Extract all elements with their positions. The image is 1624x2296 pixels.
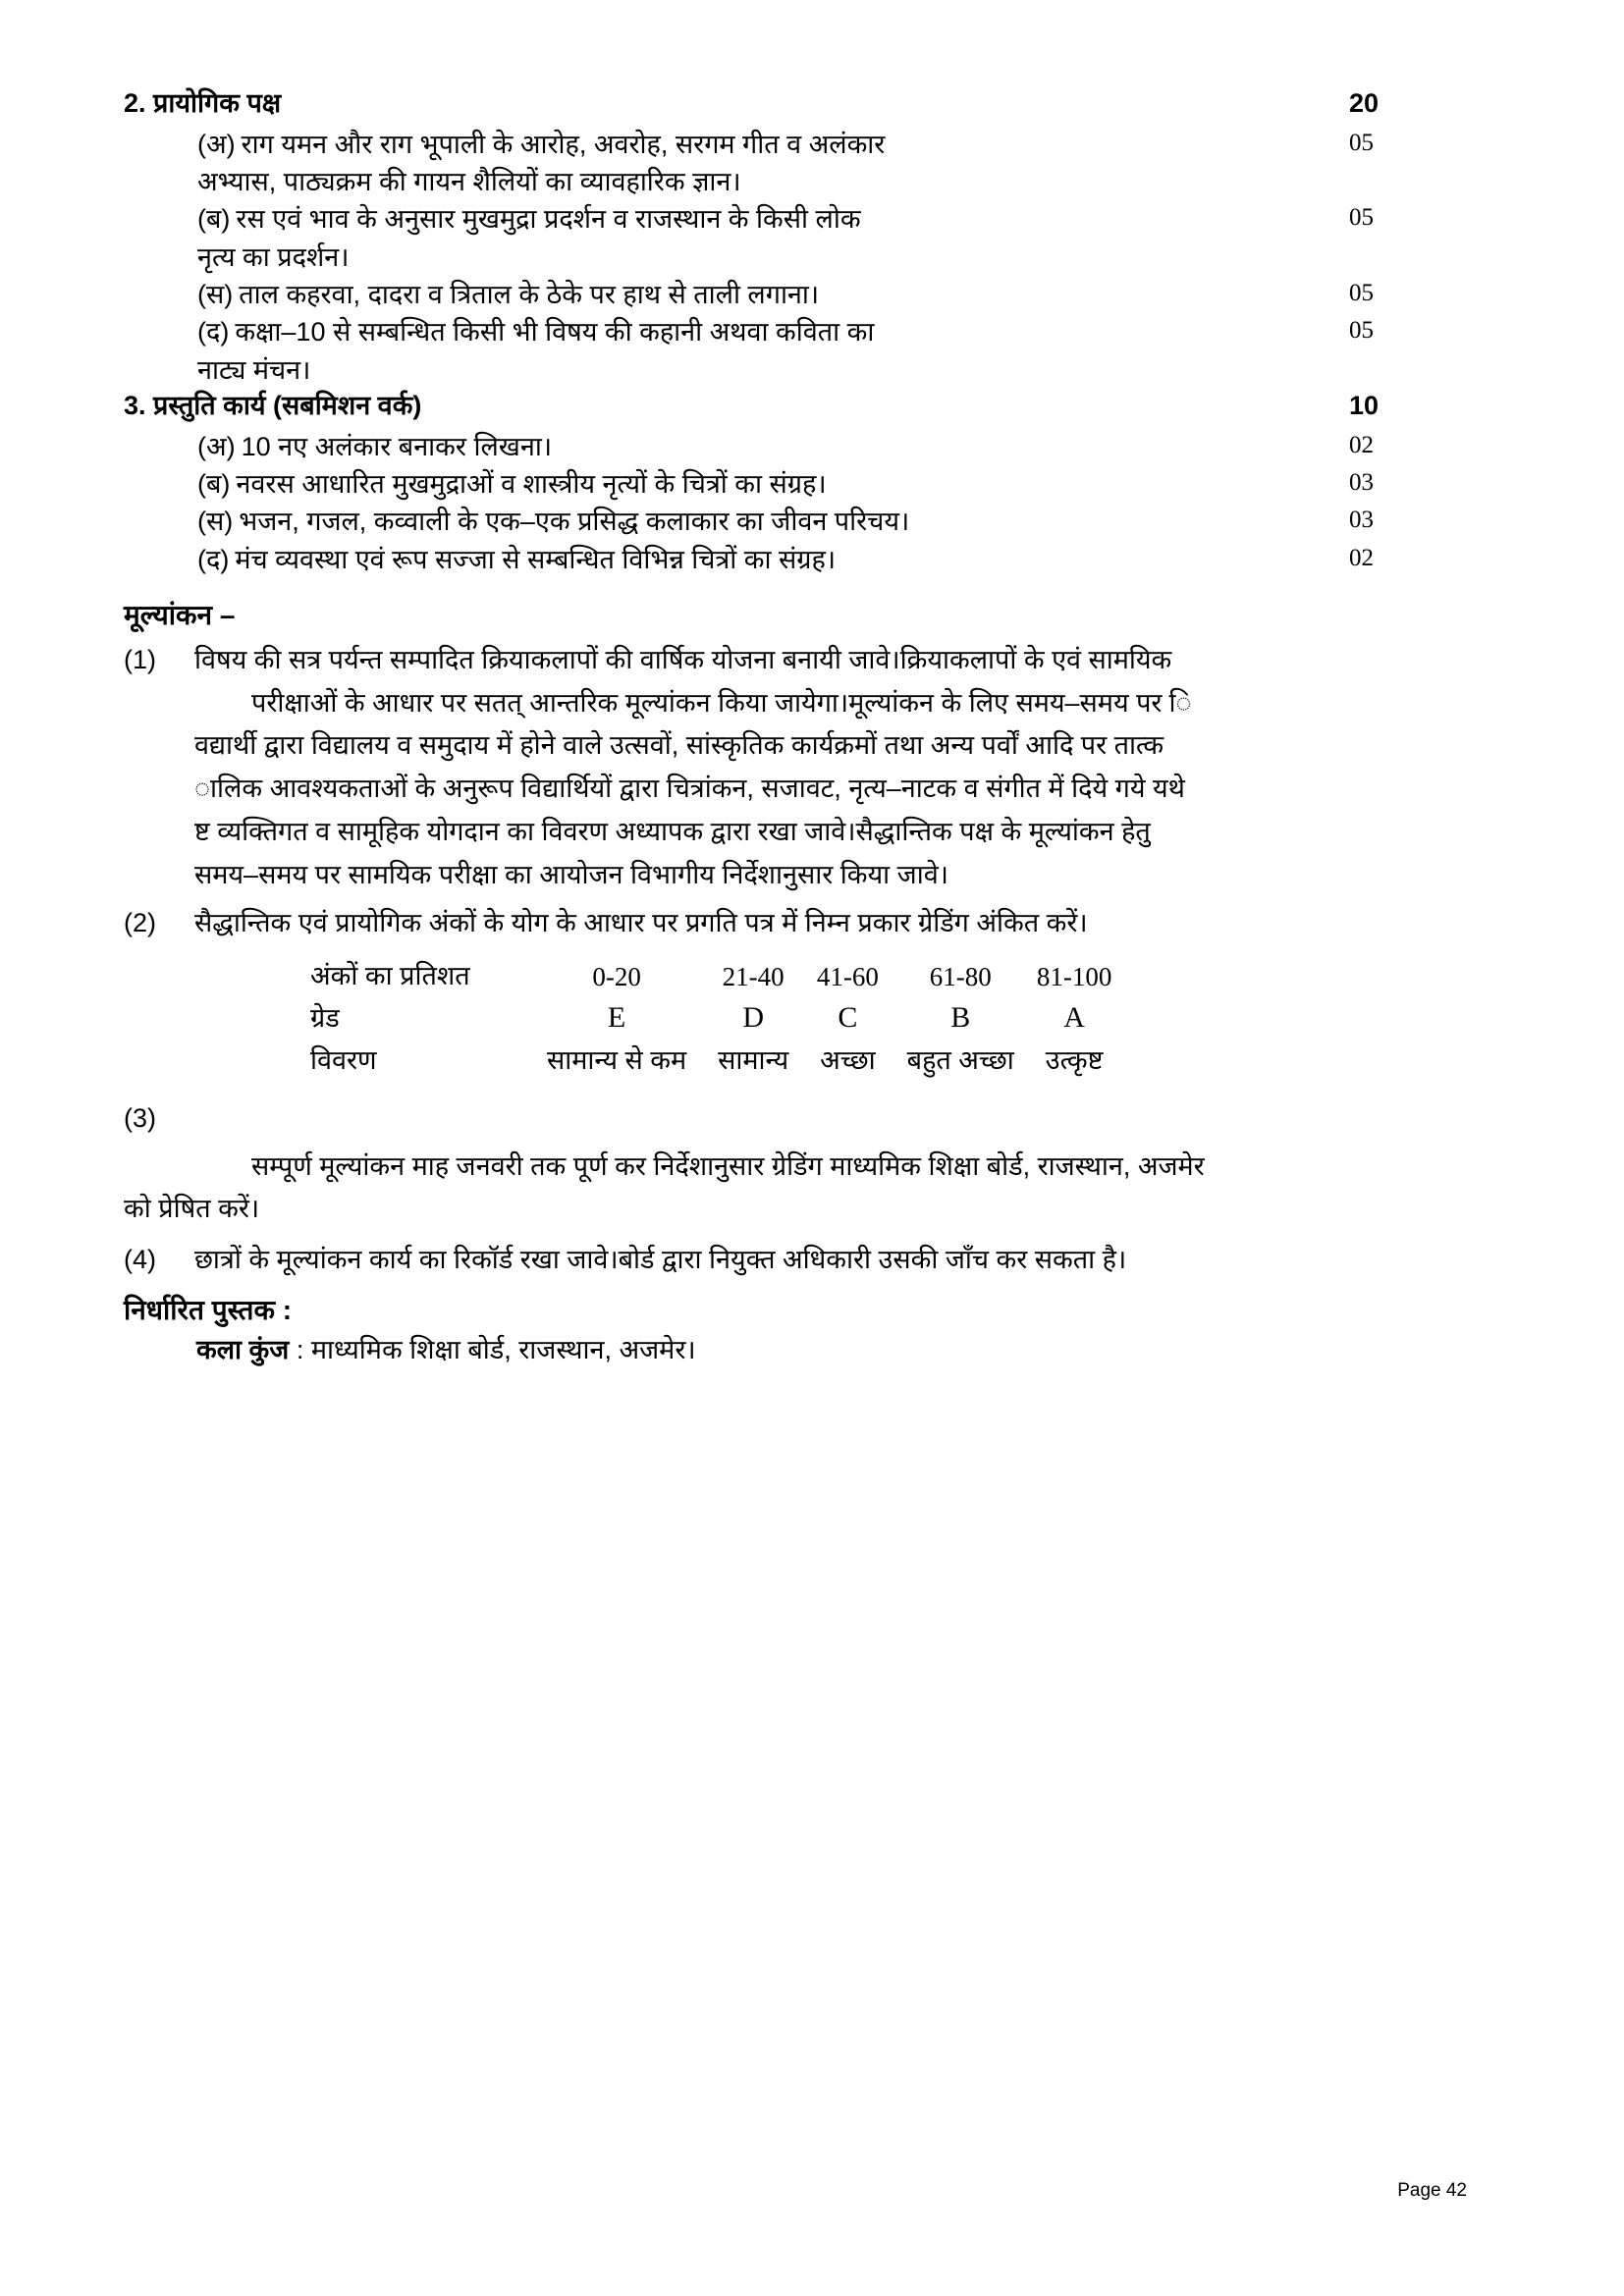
list-item-continuation — [124, 239, 1467, 276]
grade-cell: B — [950, 1001, 971, 1034]
point-line: छात्रों के मूल्यांकन कार्य का रिकॉर्ड रखा जावे।बोर्ड द्वारा नियुक्त अधिकारी उसकी जाँच कर सकता है। — [194, 1244, 1127, 1274]
item-body: कक्षा–10 से सम्बन्धित किसी भी विषय की कहानी अथवा कविता का — [235, 317, 875, 347]
item-marks: 03 — [1349, 468, 1374, 496]
row-header-grade: ग्रेड — [310, 1003, 340, 1033]
item-body: रस एवं भाव के अनुसार मुखमुद्रा प्रदर्शन व राजस्थान के किसी लोक — [236, 204, 861, 235]
section-practical — [124, 86, 1467, 389]
list-item-text — [197, 313, 1290, 350]
grade-cell: C — [838, 1001, 858, 1034]
point-line: ालिक आवश्यकताओं के अनुरूप विद्यार्थियों द्वारा चित्रांकन, सजावट, नृत्य–नाटक व संगीत में दिये गये यथे — [194, 774, 1185, 804]
list-item — [124, 313, 1467, 350]
continuation-text: नृत्य का प्रदर्शन। — [197, 241, 350, 272]
item-body: नवरस आधारित मुखमुद्राओं व शास्त्रीय नृत्यों के चित्रों का संग्रह। — [236, 468, 827, 499]
item-label: (द) — [197, 317, 230, 347]
section-submission — [124, 389, 1467, 578]
description-cell: सामान्य — [718, 1045, 789, 1075]
list-item — [124, 428, 1467, 465]
description-cell: सामान्य से कम — [547, 1045, 687, 1075]
item-label: (द) — [197, 544, 230, 574]
section-title: प्रायोगिक पक्ष — [153, 88, 282, 118]
section-marks: 10 — [1349, 390, 1380, 420]
item-marks: 05 — [1349, 129, 1374, 156]
prescribed-book-entry — [196, 1330, 1467, 1366]
indent-spacer — [124, 239, 197, 276]
item-marks: 03 — [1349, 507, 1374, 534]
list-item — [124, 465, 1467, 503]
item-label: (ब) — [197, 468, 231, 499]
point-line: वद्यार्थी द्वारा विद्यालय व समुदाय में होने वाले उत्सवों, सांस्कृतिक कार्यक्रमों तथा अन्य पर्वों आदि पर तात्क — [194, 730, 1164, 761]
list-item-text — [197, 541, 1290, 578]
section-marks: 20 — [1349, 88, 1380, 118]
row-header-description: विवरण — [310, 1045, 377, 1075]
item-label: (अ) — [197, 129, 236, 159]
book-publisher: माध्यमिक शिक्षा बोर्ड, राजस्थान, अजमेर। — [310, 1335, 696, 1365]
description-cell: बहुत अच्छा — [906, 1045, 1014, 1075]
list-item — [124, 200, 1467, 238]
section-number: 2. — [124, 88, 146, 118]
point-number: (4) — [124, 1244, 156, 1274]
section-heading — [124, 86, 1467, 122]
list-item-text — [197, 276, 1290, 313]
section-number: 3. — [124, 390, 146, 420]
percent-range-cell: 41-60 — [816, 962, 879, 991]
item-marks: 02 — [1349, 544, 1374, 571]
item-body: मंच व्यवस्था एवं रूप सज्जा से सम्बन्धित विभिन्न चित्रों का संग्रह। — [235, 544, 837, 574]
percent-range-cell: 81-100 — [1036, 962, 1112, 991]
list-item — [124, 541, 1467, 578]
list-item-text — [197, 428, 1290, 465]
item-marks: 05 — [1349, 317, 1374, 345]
grade-cell: E — [607, 1001, 626, 1034]
indent-spacer — [124, 163, 197, 200]
item-label: (अ) — [197, 431, 236, 461]
row-header-percentage: अंकों का प्रतिशत — [310, 961, 470, 990]
grading-table — [310, 953, 1118, 1080]
list-item — [124, 126, 1467, 163]
list-item — [124, 503, 1467, 540]
grade-cell: D — [742, 1001, 764, 1034]
point-line: सैद्धान्तिक एवं प्रायोगिक अंकों के योग के आधार पर प्रगति पत्र में निम्न प्रकार ग्रेडिंग अंकित करें। — [194, 908, 1088, 938]
indent-spacer — [124, 351, 197, 389]
item-marks: 05 — [1349, 204, 1374, 232]
evaluation-point-2 — [124, 902, 1467, 945]
section-heading — [124, 389, 1467, 424]
item-body: 10 नए अलंकार बनाकर लिखना। — [241, 431, 553, 461]
table-row — [310, 995, 1118, 1038]
grade-cell: A — [1063, 1001, 1085, 1034]
prescribed-book-heading: निर्धारित पुस्तक : — [124, 1295, 293, 1326]
item-marks: 05 — [1349, 279, 1374, 306]
point-line: ष्ट व्यक्तिगत व सामूहिक योगदान का विवरण अध्यापक द्वारा रखा जावे।सैद्धान्तिक पक्ष के मूल्यांकन हेतु — [194, 816, 1151, 846]
point-text — [194, 1239, 1467, 1282]
evaluation-heading: मूल्यांकन – — [124, 599, 236, 630]
continuation-text: अभ्यास, पाठ्यक्रम की गायन शैलियों का व्यावहारिक ज्ञान। — [197, 166, 741, 196]
table-row — [310, 1038, 1118, 1080]
item-label: (स) — [197, 279, 234, 309]
point-text — [194, 902, 1467, 945]
point-number: (1) — [124, 644, 156, 674]
item-label: (ब) — [197, 204, 231, 235]
percent-range-cell: 61-80 — [929, 962, 992, 991]
list-item-continuation — [124, 351, 1467, 389]
item-label: (स) — [197, 507, 234, 537]
list-item-text — [197, 126, 1290, 163]
item-marks: 02 — [1349, 431, 1374, 458]
evaluation-point-3-line-2: को प्रेषित करें। — [124, 1194, 260, 1224]
point-line: विषय की सत्र पर्यन्त सम्पादित क्रियाकलापों की वार्षिक योजना बनायी जावे।क्रियाकलापों के एवं सामयिक — [194, 644, 1172, 674]
description-cell: अच्छा — [820, 1045, 876, 1075]
percent-range-cell: 21-40 — [722, 962, 785, 991]
item-body: ताल कहरवा, दादरा व त्रिताल के ठेके पर हाथ से ताली लगाना। — [239, 279, 820, 309]
section-title: प्रस्तुति कार्य (सबमिशन वर्क) — [153, 390, 422, 420]
point-text — [194, 639, 1467, 896]
page-number-footer: Page 42 — [1397, 2180, 1467, 2201]
item-body: राग यमन और राग भूपाली के आरोह, अवरोह, सरगम गीत व अलंकार — [241, 129, 886, 159]
evaluation-point-3-line-1: सम्पूर्ण मूल्यांकन माह जनवरी तक पूर्ण कर निर्देशानुसार ग्रेडिंग माध्यमिक शिक्षा बोर्ड, राजस्थान, अजमेर — [251, 1151, 1205, 1182]
description-cell: उत्कृष्ट — [1045, 1045, 1104, 1075]
list-item-continuation — [124, 163, 1467, 200]
list-item-text — [197, 200, 1290, 238]
table-row — [310, 953, 1118, 995]
list-item-text — [197, 465, 1290, 503]
evaluation-point-3-number: (3) — [124, 1103, 156, 1133]
item-body: भजन, गजल, कव्वाली के एक–एक प्रसिद्ध कलाकार का जीवन परिचय। — [239, 507, 910, 537]
point-line: समय–समय पर सामयिक परीक्षा का आयोजन विभागीय निर्देशानुसार किया जावे। — [194, 859, 948, 889]
evaluation-point-4 — [124, 1239, 1467, 1282]
evaluation-point-1 — [124, 639, 1467, 896]
point-number: (2) — [124, 908, 156, 938]
continuation-text: नाट्य मंचन। — [197, 354, 311, 385]
list-item-text — [197, 503, 1290, 540]
list-item — [124, 276, 1467, 313]
point-line: परीक्षाओं के आधार पर सतत् आन्तरिक मूल्यांकन किया जायेगा।मूल्यांकन के लिए समय–समय पर ि — [251, 687, 1192, 718]
book-name: कला कुंज — [196, 1335, 290, 1365]
book-separator: : — [296, 1335, 304, 1365]
percent-range-cell: 0-20 — [592, 962, 641, 991]
